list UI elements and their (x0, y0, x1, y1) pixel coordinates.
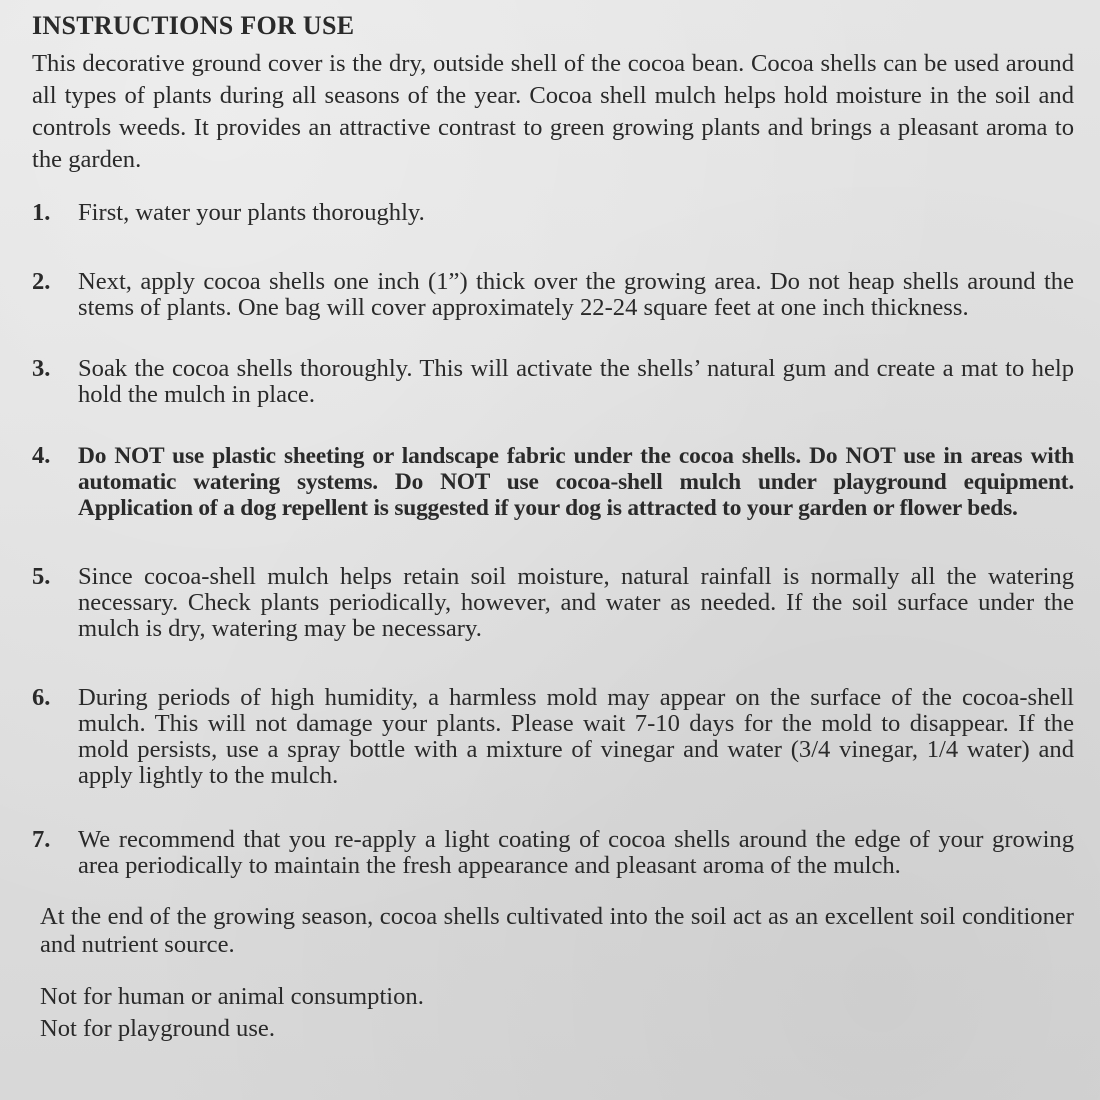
page-title: INSTRUCTIONS FOR USE (32, 11, 355, 40)
warning-text: Do NOT use plastic sheeting or landscape fabric under the cocoa shells. Do NOT use in areas with automatic watering systems. Do NOT use cocoa-shell mulch under playground equipment. Application of a dog repellent is suggested if your dog is attracted to your garden or flower beds. (78, 443, 1074, 521)
consumption-notice: Not for human or animal consumption. (40, 983, 424, 1010)
step-item (32, 564, 1074, 642)
step-item-warning (32, 443, 1074, 521)
step-item (32, 827, 1074, 879)
step-number: 5. (32, 563, 51, 590)
step-item (32, 685, 1074, 789)
playground-notice: Not for playground use. (40, 1015, 275, 1042)
step-item (32, 356, 1074, 408)
step-number: 3. (32, 355, 51, 382)
step-text: Since cocoa-shell mulch helps retain soil moisture, natural rainfall is normally all the watering necessary. Check plants periodically, however, and water as needed. If the soil surface under the mulch is dry, watering may be necessary. (78, 563, 1074, 642)
step-number: 6. (32, 684, 51, 711)
intro-paragraph: This decorative ground cover is the dry, outside shell of the cocoa bean. Cocoa shells can be used around all types of plants during all seasons of the year. Cocoa shell mulch helps hold moisture in the soil and controls weeds. It provides an attractive contrast to green growing plants and brings a pleasant aroma to the garden. (32, 50, 1074, 173)
step-text: During periods of high humidity, a harmless mold may appear on the surface of the cocoa-shell mulch. This will not damage your plants. Please wait 7-10 days for the mold to disappear. If the mold persists, use a spray bottle with a mixture of vinegar and water (3/4 vinegar, 1/4 water) and apply lightly to the mulch. (78, 684, 1074, 789)
step-number: 7. (32, 826, 51, 853)
step-item (32, 200, 1074, 226)
step-number: 4. (32, 442, 51, 469)
closing-paragraph: At the end of the growing season, cocoa shells cultivated into the soil act as an excellent soil conditioner and nutrient source. (40, 903, 1074, 958)
step-number: 2. (32, 268, 51, 295)
step-text: Soak the cocoa shells thoroughly. This will activate the shells’ natural gum and create a mat to help hold the mulch in place. (78, 355, 1074, 408)
step-number: 1. (32, 199, 51, 226)
step-text: First, water your plants thoroughly. (78, 199, 425, 226)
step-text: We recommend that you re-apply a light coating of cocoa shells around the edge of your growing area periodically to maintain the fresh appearance and pleasant aroma of the mulch. (78, 826, 1074, 879)
step-item (32, 269, 1074, 321)
step-text: Next, apply cocoa shells one inch (1”) thick over the growing area. Do not heap shells around the stems of plants. One bag will cover approximately 22-24 square feet at one inch thickness. (78, 268, 1074, 321)
instruction-steps (32, 200, 1074, 879)
